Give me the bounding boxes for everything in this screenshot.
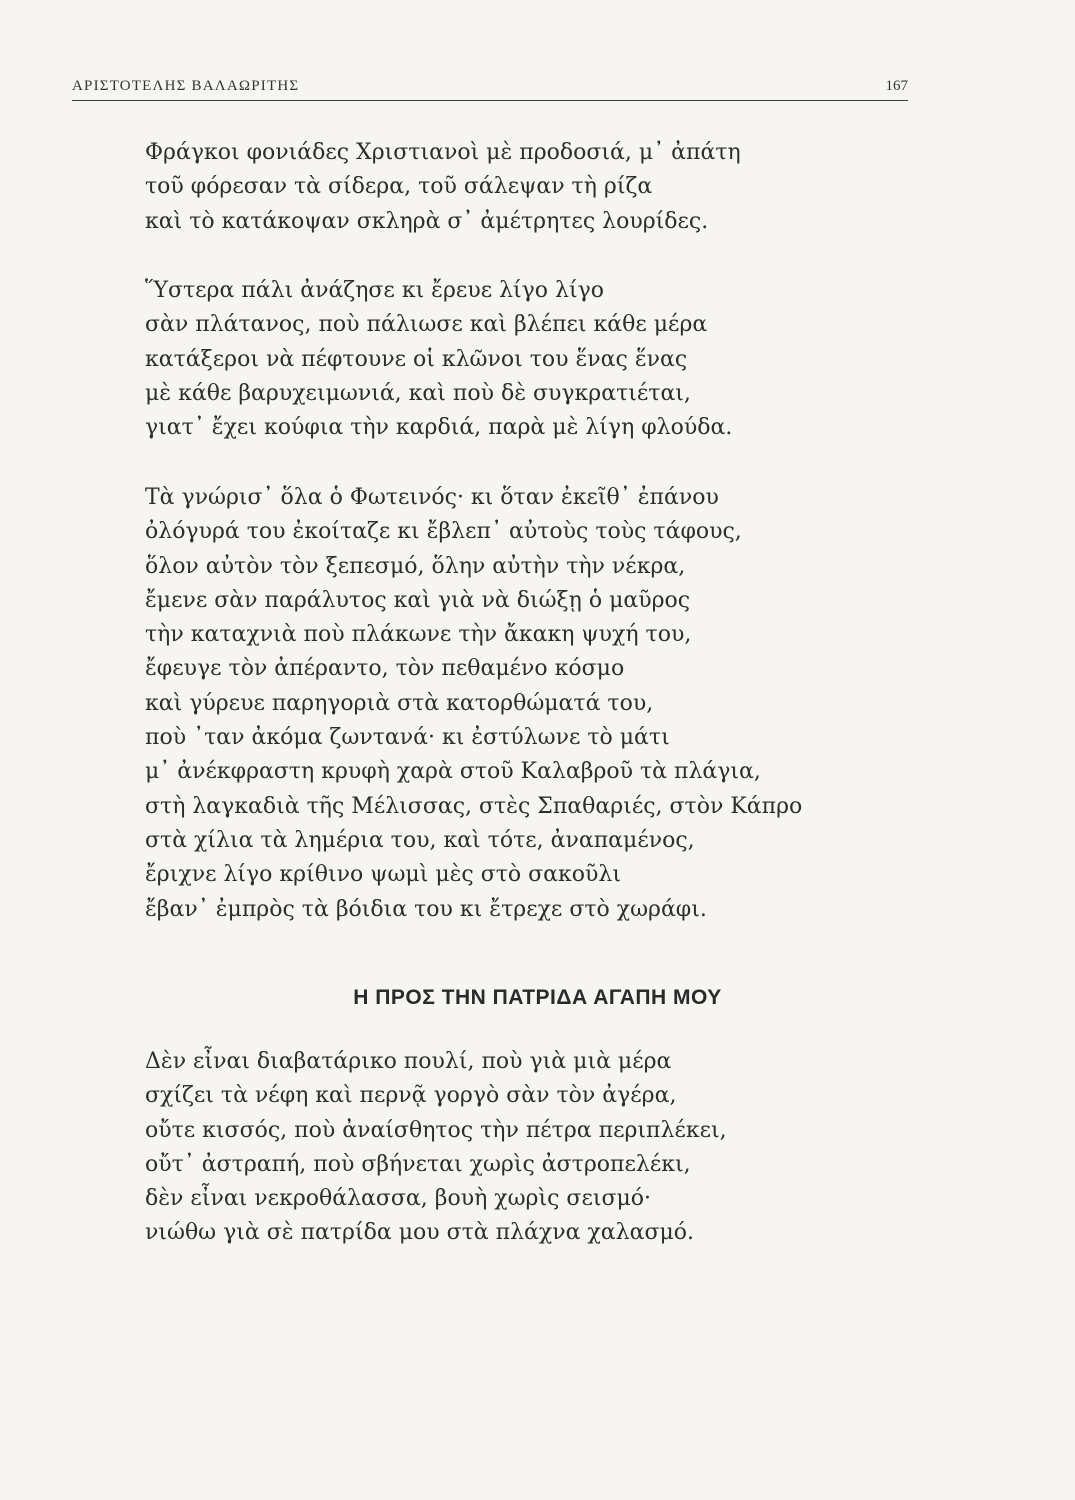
- poem1-stanza-1: [145, 136, 945, 239]
- verse-line: γιατ᾿ ἔχει κούφια τὴν καρδιά, παρὰ μὲ λίγη φλούδα.: [145, 415, 733, 441]
- verse-line: ἔμενε σὰν παράλυτος καὶ γιὰ νὰ διώξῃ ὁ μαῦρος: [145, 587, 691, 613]
- verse-line: ἔριχνε λίγο κρίθινο ψωμὶ μὲς στὸ σακοῦλι: [145, 862, 621, 888]
- verse-line: στὰ χίλια τὰ λημέρια του, καὶ τότε, ἀναπαμένος,: [145, 827, 695, 853]
- verse-line: Φράγκοι φονιάδες Χριστιανοὶ μὲ προδοσιά, μ᾿ ἀπάτη: [145, 140, 741, 165]
- verse-line: ὅλον αὐτὸν τὸν ξεπεσμό, ὅλην αὐτὴν τὴν νέκρα,: [145, 553, 686, 579]
- verse-line: ἔφευγε τὸν ἀπέραντο, τὸν πεθαμένο κόσμο: [145, 656, 625, 682]
- poem1-stanza-3: [145, 481, 945, 927]
- verse-line: σὰν πλάτανος, ποὺ πάλιωσε καὶ βλέπει κάθε μέρα: [145, 312, 708, 338]
- verse-line: μὲ κάθε βαρυχειμωνιά, καὶ ποὺ δὲ συγκρατιέται,: [145, 380, 691, 406]
- verse-line: ἔβαν᾿ ἐμπρὸς τὰ βόιδια του κι ἔτρεχε στὸ χωράφι.: [145, 896, 707, 922]
- verse-line: τοῦ φόρεσαν τὰ σίδερα, τοῦ σάλεψαν τὴ ρίζα: [145, 174, 653, 200]
- verse-line: οὔτε κισσός, ποὺ ἀναίσθητος τὴν πέτρα περιπλέκει,: [145, 1117, 727, 1143]
- page-number: 167: [885, 78, 908, 94]
- verse-line: τὴν καταχνιὰ ποὺ πλάκωνε τὴν ἄκακη ψυχή του,: [145, 622, 692, 648]
- verse-line: ὀλόγυρά του ἐκοίταζε κι ἔβλεπ᾿ αὐτοὺς τοὺς τάφους,: [145, 519, 742, 545]
- verse-line: Δὲν εἶναι διαβατάρικο πουλί, ποὺ γιὰ μιὰ μέρα: [145, 1049, 672, 1074]
- verse-line: οὔτ᾿ ἀστραπή, ποὺ σβήνεται χωρὶς ἀστροπελέκι,: [145, 1151, 691, 1177]
- verse-line: σχίζει τὰ νέφη καὶ περνᾷ γοργὸ σὰν τὸν ἀγέρα,: [145, 1083, 677, 1109]
- verse-line: στὴ λαγκαδιὰ τῆς Μέλισσας, στὲς Σπαθαριές, στὸν Κάπρο: [145, 793, 803, 819]
- poem2-stanza: [145, 1045, 945, 1251]
- verse-line: μ᾿ ἀνέκφραστη κρυφὴ χαρὰ στοῦ Καλαβροῦ τὰ πλάγια,: [145, 759, 761, 785]
- poem1-stanza-2: [145, 274, 945, 445]
- verse-line: νιώθω γιὰ σὲ πατρίδα μου στὰ πλάχνα χαλασμό.: [145, 1220, 695, 1246]
- verse-line: κατάξεροι νὰ πέφτουνε οἱ κλῶνοι του ἕνας ἕνας: [145, 346, 688, 372]
- page-header: [72, 66, 908, 101]
- verse-line: καὶ τὸ κατάκοψαν σκληρὰ σ᾿ ἀμέτρητες λουρίδες.: [145, 208, 709, 234]
- verse-line: Ὕστερα πάλι ἀνάζησε κι ἔρευε λίγο λίγο: [145, 278, 605, 303]
- poem-title: Η ΠΡΟΣ ΤΗΝ ΠΑΤΡΙΔΑ ΑΓΑΠΗ ΜΟΥ: [353, 986, 722, 1009]
- verse-line: Τὰ γνώρισ᾿ ὅλα ὁ Φωτεινός· κι ὅταν ἐκεῖθ᾿ ἐπάνου: [145, 485, 719, 510]
- verse-line: δὲν εἶναι νεκροθάλασσα, βουὴ χωρὶς σεισμό·: [145, 1186, 652, 1212]
- running-head: ΑΡΙΣΤΟΤΕΛΗΣ ΒΑΛΑΩΡΙΤΗΣ: [72, 78, 300, 94]
- verse-line: ποὺ ᾿ταν ἀκόμα ζωντανά· κι ἐστύλωνε τὸ μάτι: [145, 725, 670, 751]
- verse-line: καὶ γύρευε παρηγοριὰ στὰ κατορθώματά του,: [145, 690, 654, 716]
